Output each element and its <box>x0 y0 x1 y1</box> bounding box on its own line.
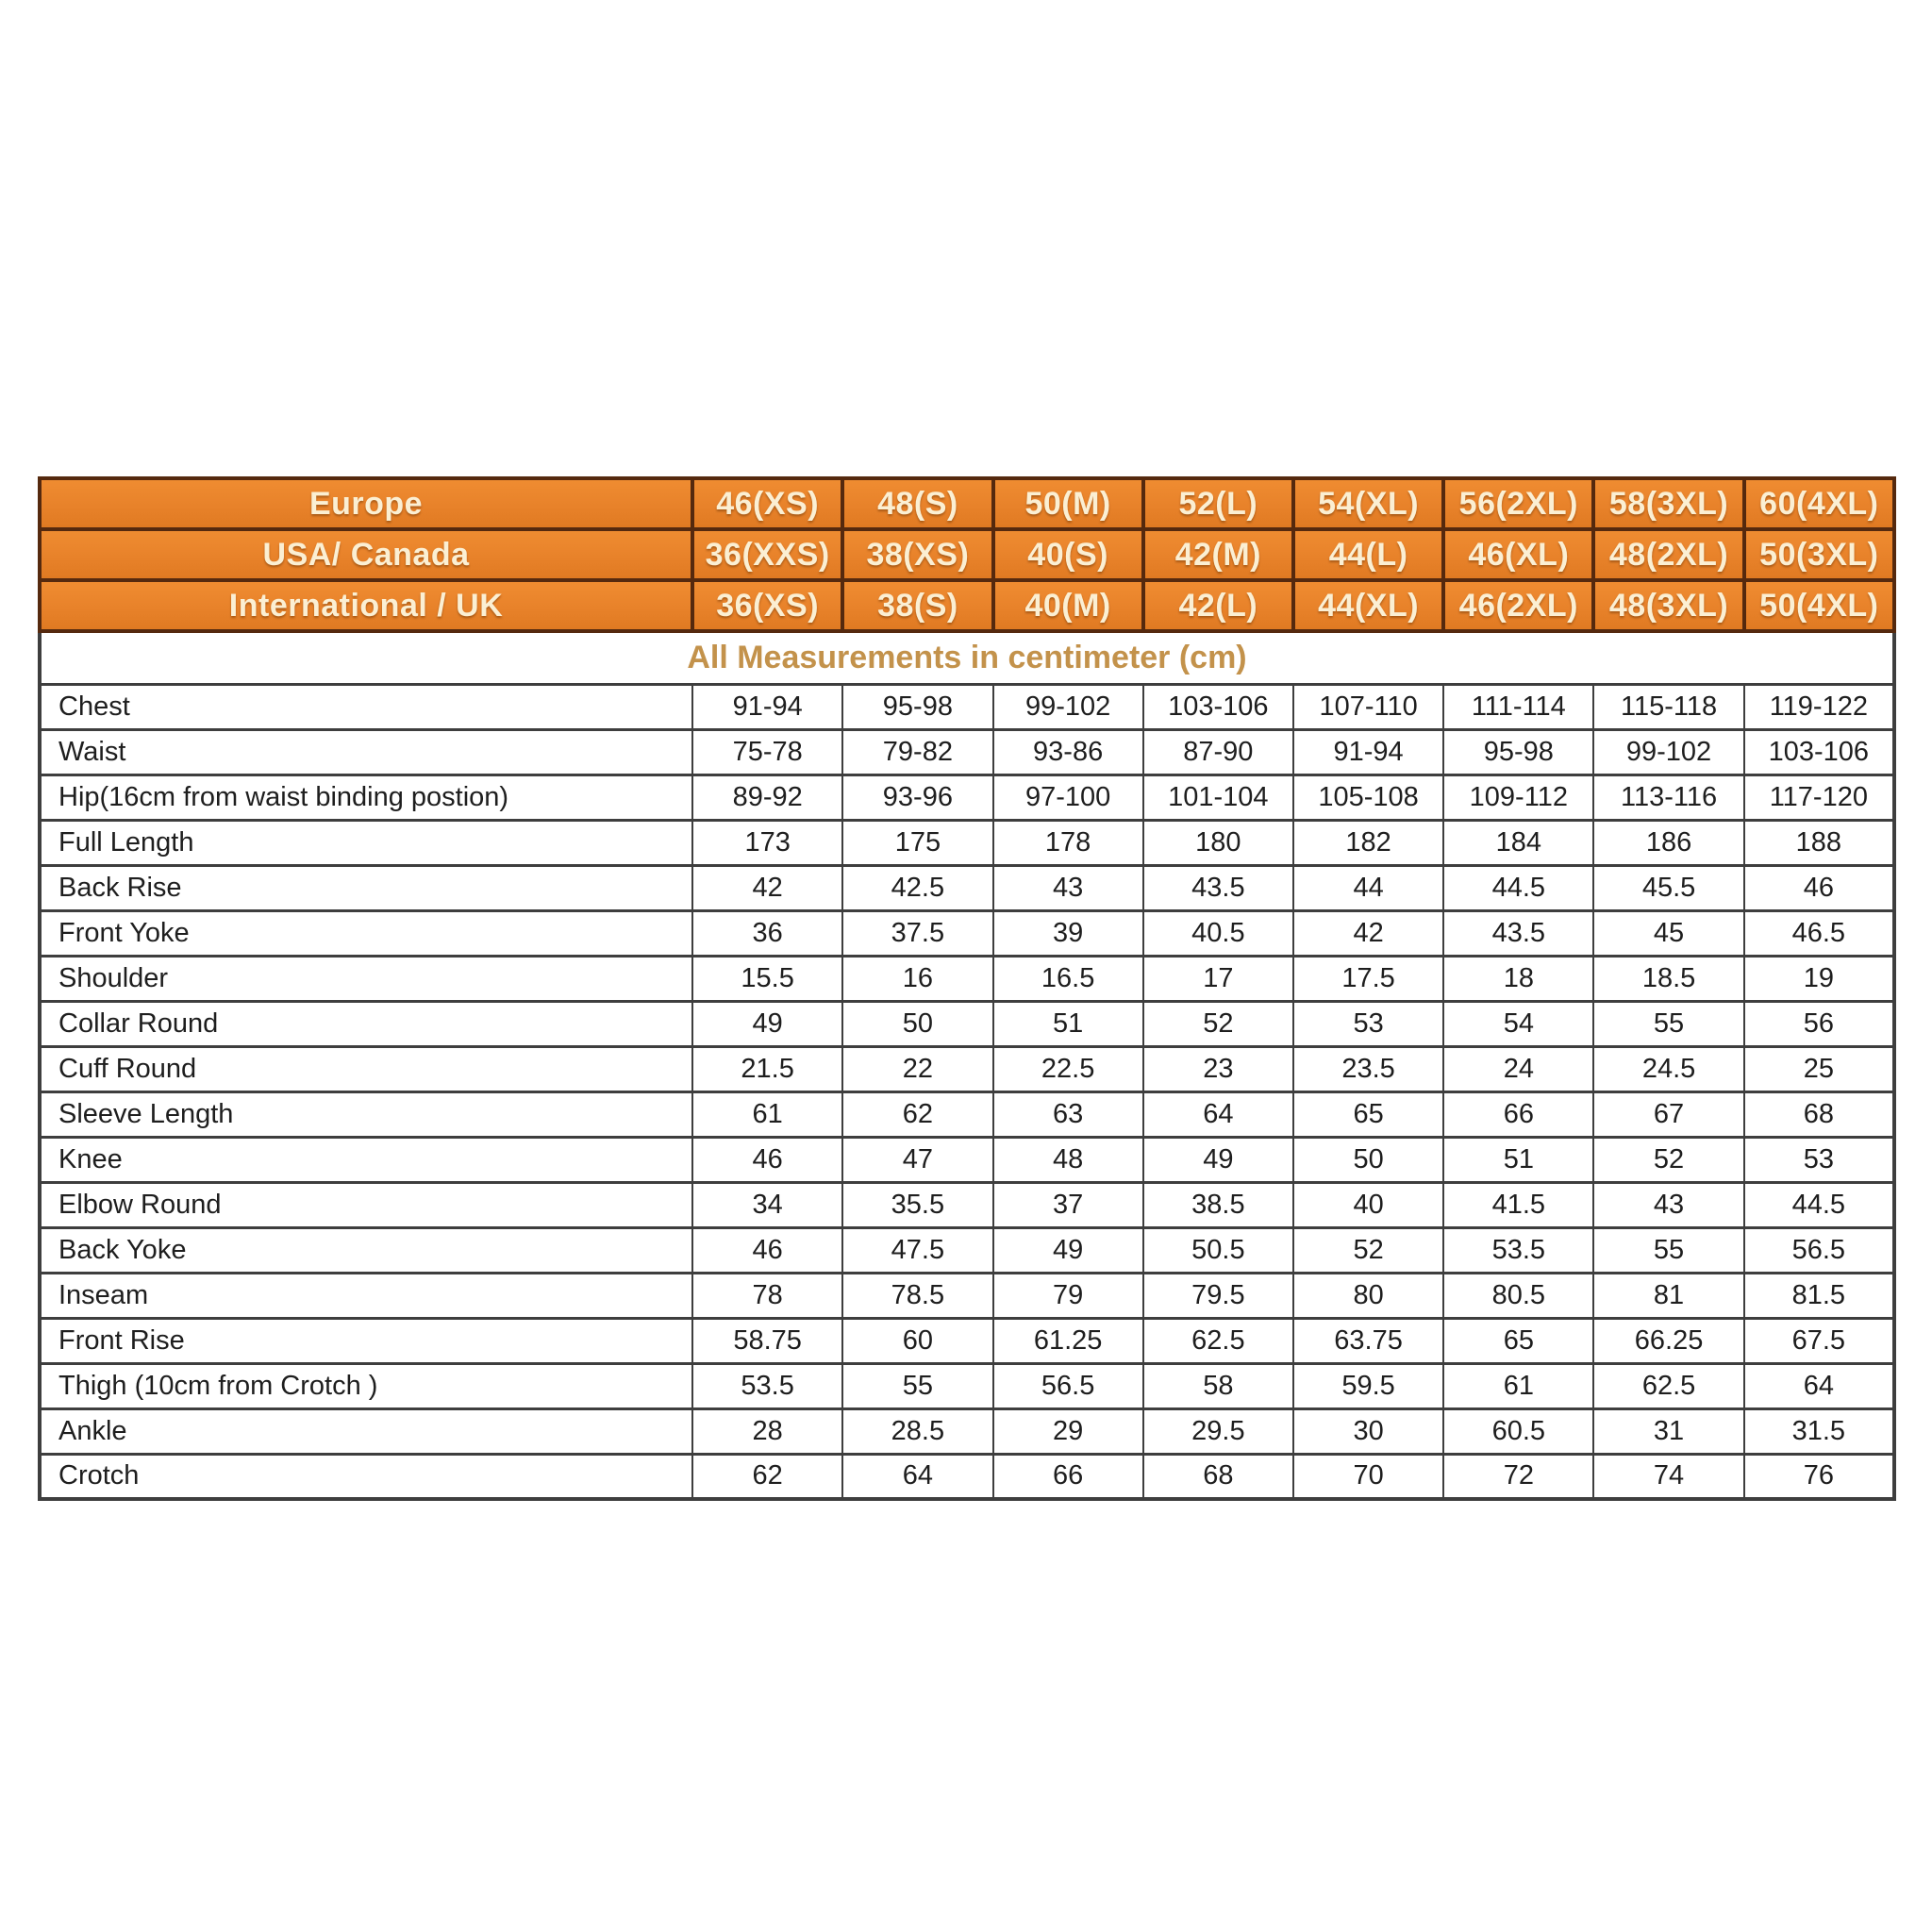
measurement-cell: 95-98 <box>1443 729 1593 774</box>
measurement-cell: 18 <box>1443 956 1593 1001</box>
measurement-cell: 56.5 <box>993 1363 1143 1408</box>
measurement-cell: 60 <box>842 1318 992 1363</box>
size-chart-table <box>38 476 1896 1501</box>
measurement-cell: 186 <box>1593 820 1743 865</box>
measurement-cell: 42 <box>1293 910 1443 956</box>
measurement-cell: 68 <box>1143 1454 1293 1499</box>
measurement-cell: 80 <box>1293 1273 1443 1318</box>
measurement-row <box>40 865 1894 910</box>
measurement-cell: 24 <box>1443 1046 1593 1091</box>
measurement-cell: 56 <box>1744 1001 1894 1046</box>
size-cell: 46(XS) <box>692 478 842 529</box>
measurement-cell: 64 <box>1744 1363 1894 1408</box>
measurement-cell: 72 <box>1443 1454 1593 1499</box>
measurement-label: Inseam <box>40 1273 692 1318</box>
measurement-cell: 22 <box>842 1046 992 1091</box>
measurement-cell: 39 <box>993 910 1143 956</box>
size-cell: 50(4XL) <box>1744 580 1894 631</box>
measurement-label: Hip(16cm from waist binding postion) <box>40 774 692 820</box>
measurement-cell: 42.5 <box>842 865 992 910</box>
measurement-cell: 23 <box>1143 1046 1293 1091</box>
measurement-cell: 63 <box>993 1091 1143 1137</box>
measurement-cell: 91-94 <box>692 684 842 729</box>
size-cell: 58(3XL) <box>1593 478 1743 529</box>
measurement-cell: 28 <box>692 1408 842 1454</box>
measurement-cell: 43.5 <box>1443 910 1593 956</box>
measurement-row <box>40 1454 1894 1499</box>
measurement-cell: 99-102 <box>1593 729 1743 774</box>
measurement-cell: 65 <box>1443 1318 1593 1363</box>
measurement-cell: 61 <box>1443 1363 1593 1408</box>
measurement-row <box>40 684 1894 729</box>
measurement-cell: 31.5 <box>1744 1408 1894 1454</box>
measurement-label: Cuff Round <box>40 1046 692 1091</box>
measurement-row <box>40 1001 1894 1046</box>
measurement-cell: 41.5 <box>1443 1182 1593 1227</box>
measurement-cell: 105-108 <box>1293 774 1443 820</box>
measurement-cell: 99-102 <box>993 684 1143 729</box>
measurement-cell: 61 <box>692 1091 842 1137</box>
measurement-cell: 79.5 <box>1143 1273 1293 1318</box>
measurement-cell: 51 <box>1443 1137 1593 1182</box>
measurement-cell: 62 <box>842 1091 992 1137</box>
size-cell: 46(XL) <box>1443 529 1593 580</box>
measurement-cell: 52 <box>1293 1227 1443 1273</box>
measurement-cell: 79 <box>993 1273 1143 1318</box>
measurement-cell: 36 <box>692 910 842 956</box>
measurement-row <box>40 1363 1894 1408</box>
measurement-label: Back Yoke <box>40 1227 692 1273</box>
measurement-cell: 43 <box>993 865 1143 910</box>
measurement-row <box>40 956 1894 1001</box>
measurement-cell: 81.5 <box>1744 1273 1894 1318</box>
measurement-cell: 30 <box>1293 1408 1443 1454</box>
measurement-label: Chest <box>40 684 692 729</box>
measurement-cell: 109-112 <box>1443 774 1593 820</box>
size-cell: 48(S) <box>842 478 992 529</box>
size-chart <box>38 476 1896 1501</box>
measurement-cell: 54 <box>1443 1001 1593 1046</box>
measurement-row <box>40 1318 1894 1363</box>
size-cell: 56(2XL) <box>1443 478 1593 529</box>
measurement-cell: 55 <box>1593 1227 1743 1273</box>
measurement-cell: 40 <box>1293 1182 1443 1227</box>
measurement-cell: 111-114 <box>1443 684 1593 729</box>
measurement-cell: 29.5 <box>1143 1408 1293 1454</box>
measurement-cell: 49 <box>692 1001 842 1046</box>
size-cell: 40(S) <box>993 529 1143 580</box>
size-cell: 36(XXS) <box>692 529 842 580</box>
measurement-cell: 34 <box>692 1182 842 1227</box>
measurement-cell: 115-118 <box>1593 684 1743 729</box>
measurement-cell: 49 <box>993 1227 1143 1273</box>
size-cell: 42(M) <box>1143 529 1293 580</box>
measurement-cell: 18.5 <box>1593 956 1743 1001</box>
measurement-cell: 50.5 <box>1143 1227 1293 1273</box>
measurement-cell: 43.5 <box>1143 865 1293 910</box>
measurement-cell: 31 <box>1593 1408 1743 1454</box>
measurement-label: Thigh (10cm from Crotch ) <box>40 1363 692 1408</box>
measurement-label: Knee <box>40 1137 692 1182</box>
measurement-cell: 44.5 <box>1443 865 1593 910</box>
size-cell: 54(XL) <box>1293 478 1443 529</box>
measurement-cell: 67.5 <box>1744 1318 1894 1363</box>
measurement-cell: 44.5 <box>1744 1182 1894 1227</box>
measurement-cell: 61.25 <box>993 1318 1143 1363</box>
measurement-cell: 42 <box>692 865 842 910</box>
measurement-cell: 55 <box>1593 1001 1743 1046</box>
measurement-cell: 17 <box>1143 956 1293 1001</box>
measurement-cell: 24.5 <box>1593 1046 1743 1091</box>
measurement-cell: 95-98 <box>842 684 992 729</box>
measurement-cell: 103-106 <box>1143 684 1293 729</box>
measurement-cell: 63.75 <box>1293 1318 1443 1363</box>
measurement-cell: 46.5 <box>1744 910 1894 956</box>
measurement-label: Front Yoke <box>40 910 692 956</box>
size-system-row <box>40 580 1894 631</box>
measurement-cell: 175 <box>842 820 992 865</box>
measurement-label: Waist <box>40 729 692 774</box>
measurement-cell: 52 <box>1143 1001 1293 1046</box>
measurement-cell: 53 <box>1744 1137 1894 1182</box>
subtitle-row <box>40 631 1894 684</box>
measurement-cell: 66 <box>993 1454 1143 1499</box>
measurement-cell: 68 <box>1744 1091 1894 1137</box>
measurement-cell: 97-100 <box>993 774 1143 820</box>
measurement-cell: 46 <box>692 1227 842 1273</box>
measurement-cell: 101-104 <box>1143 774 1293 820</box>
measurement-cell: 80.5 <box>1443 1273 1593 1318</box>
measurement-cell: 48 <box>993 1137 1143 1182</box>
measurement-cell: 58 <box>1143 1363 1293 1408</box>
measurement-cell: 75-78 <box>692 729 842 774</box>
measurement-label: Elbow Round <box>40 1182 692 1227</box>
size-system-row <box>40 478 1894 529</box>
measurement-cell: 46 <box>692 1137 842 1182</box>
measurement-cell: 53.5 <box>692 1363 842 1408</box>
measurement-label: Full Length <box>40 820 692 865</box>
size-system-header <box>40 478 1894 631</box>
measurement-label: Sleeve Length <box>40 1091 692 1137</box>
measurement-cell: 93-86 <box>993 729 1143 774</box>
measurement-row <box>40 1227 1894 1273</box>
size-cell: 36(XS) <box>692 580 842 631</box>
measurement-cell: 21.5 <box>692 1046 842 1091</box>
measurement-cell: 62.5 <box>1593 1363 1743 1408</box>
size-cell: 50(M) <box>993 478 1143 529</box>
measurement-cell: 173 <box>692 820 842 865</box>
measurement-label: Back Rise <box>40 865 692 910</box>
measurement-cell: 16.5 <box>993 956 1143 1001</box>
measurement-cell: 180 <box>1143 820 1293 865</box>
measurements-unit-note: All Measurements in centimeter (cm) <box>40 631 1894 684</box>
measurement-cell: 58.75 <box>692 1318 842 1363</box>
size-cell: 48(2XL) <box>1593 529 1743 580</box>
size-cell: 42(L) <box>1143 580 1293 631</box>
measurement-cell: 64 <box>1143 1091 1293 1137</box>
measurement-cell: 78.5 <box>842 1273 992 1318</box>
size-cell: 46(2XL) <box>1443 580 1593 631</box>
measurement-cell: 53 <box>1293 1001 1443 1046</box>
measurement-cell: 28.5 <box>842 1408 992 1454</box>
measurement-cell: 55 <box>842 1363 992 1408</box>
measurement-cell: 184 <box>1443 820 1593 865</box>
measurement-label: Front Rise <box>40 1318 692 1363</box>
measurement-cell: 76 <box>1744 1454 1894 1499</box>
measurement-label: Crotch <box>40 1454 692 1499</box>
measurement-cell: 47 <box>842 1137 992 1182</box>
measurement-row <box>40 1273 1894 1318</box>
measurement-row <box>40 1182 1894 1227</box>
measurement-cell: 178 <box>993 820 1143 865</box>
measurement-cell: 35.5 <box>842 1182 992 1227</box>
measurement-cell: 38.5 <box>1143 1182 1293 1227</box>
measurement-cell: 66 <box>1443 1091 1593 1137</box>
measurement-cell: 79-82 <box>842 729 992 774</box>
subtitle-section <box>40 631 1894 684</box>
size-cell: 48(3XL) <box>1593 580 1743 631</box>
size-system-label: International / UK <box>40 580 692 631</box>
measurement-cell: 49 <box>1143 1137 1293 1182</box>
size-system-row <box>40 529 1894 580</box>
measurement-cell: 91-94 <box>1293 729 1443 774</box>
measurement-cell: 51 <box>993 1001 1143 1046</box>
measurement-cell: 22.5 <box>993 1046 1143 1091</box>
measurement-row <box>40 820 1894 865</box>
measurement-cell: 52 <box>1593 1137 1743 1182</box>
measurement-cell: 103-106 <box>1744 729 1894 774</box>
measurement-cell: 89-92 <box>692 774 842 820</box>
size-cell: 44(L) <box>1293 529 1443 580</box>
measurement-cell: 37 <box>993 1182 1143 1227</box>
measurement-cell: 107-110 <box>1293 684 1443 729</box>
measurement-cell: 56.5 <box>1744 1227 1894 1273</box>
measurement-cell: 50 <box>1293 1137 1443 1182</box>
measurement-cell: 15.5 <box>692 956 842 1001</box>
measurement-cell: 23.5 <box>1293 1046 1443 1091</box>
size-cell: 52(L) <box>1143 478 1293 529</box>
size-system-label: Europe <box>40 478 692 529</box>
size-cell: 44(XL) <box>1293 580 1443 631</box>
measurement-row <box>40 1091 1894 1137</box>
measurement-cell: 45 <box>1593 910 1743 956</box>
measurement-row <box>40 1137 1894 1182</box>
measurement-cell: 188 <box>1744 820 1894 865</box>
measurement-rows <box>40 684 1894 1499</box>
measurement-label: Shoulder <box>40 956 692 1001</box>
measurement-cell: 40.5 <box>1143 910 1293 956</box>
measurement-cell: 29 <box>993 1408 1143 1454</box>
measurement-label: Ankle <box>40 1408 692 1454</box>
measurement-cell: 182 <box>1293 820 1443 865</box>
measurement-cell: 67 <box>1593 1091 1743 1137</box>
measurement-cell: 66.25 <box>1593 1318 1743 1363</box>
size-cell: 38(S) <box>842 580 992 631</box>
size-system-label: USA/ Canada <box>40 529 692 580</box>
measurement-cell: 59.5 <box>1293 1363 1443 1408</box>
measurement-cell: 74 <box>1593 1454 1743 1499</box>
measurement-cell: 65 <box>1293 1091 1443 1137</box>
measurement-row <box>40 910 1894 956</box>
measurement-cell: 62 <box>692 1454 842 1499</box>
measurement-cell: 47.5 <box>842 1227 992 1273</box>
measurement-row <box>40 774 1894 820</box>
measurement-cell: 70 <box>1293 1454 1443 1499</box>
measurement-cell: 44 <box>1293 865 1443 910</box>
measurement-cell: 53.5 <box>1443 1227 1593 1273</box>
size-cell: 38(XS) <box>842 529 992 580</box>
measurement-label: Collar Round <box>40 1001 692 1046</box>
measurement-cell: 60.5 <box>1443 1408 1593 1454</box>
measurement-cell: 45.5 <box>1593 865 1743 910</box>
measurement-cell: 46 <box>1744 865 1894 910</box>
measurement-cell: 19 <box>1744 956 1894 1001</box>
size-cell: 60(4XL) <box>1744 478 1894 529</box>
measurement-cell: 43 <box>1593 1182 1743 1227</box>
size-cell: 50(3XL) <box>1744 529 1894 580</box>
measurement-cell: 17.5 <box>1293 956 1443 1001</box>
measurement-row <box>40 729 1894 774</box>
measurement-cell: 93-96 <box>842 774 992 820</box>
measurement-cell: 113-116 <box>1593 774 1743 820</box>
measurement-cell: 117-120 <box>1744 774 1894 820</box>
measurement-cell: 64 <box>842 1454 992 1499</box>
measurement-cell: 81 <box>1593 1273 1743 1318</box>
measurement-cell: 87-90 <box>1143 729 1293 774</box>
measurement-cell: 16 <box>842 956 992 1001</box>
measurement-row <box>40 1046 1894 1091</box>
measurement-row <box>40 1408 1894 1454</box>
measurement-cell: 78 <box>692 1273 842 1318</box>
measurement-cell: 62.5 <box>1143 1318 1293 1363</box>
measurement-cell: 25 <box>1744 1046 1894 1091</box>
measurement-cell: 50 <box>842 1001 992 1046</box>
measurement-cell: 37.5 <box>842 910 992 956</box>
size-cell: 40(M) <box>993 580 1143 631</box>
measurement-cell: 119-122 <box>1744 684 1894 729</box>
